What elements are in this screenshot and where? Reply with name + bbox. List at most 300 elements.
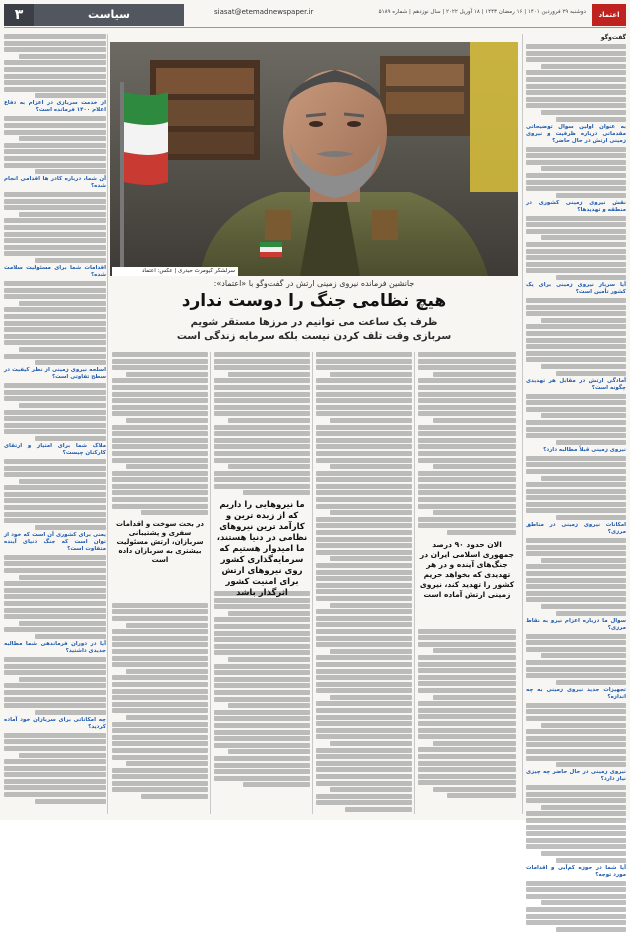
text-line [541, 900, 626, 905]
photo-caption: سرلشکر کیومرث حیدری | عکس: اعتماد [112, 267, 238, 276]
text-line [316, 392, 412, 397]
text-line [126, 761, 208, 766]
text-line [4, 459, 106, 464]
text-line [556, 371, 626, 376]
text-line [112, 471, 208, 476]
text-line [526, 920, 626, 925]
text-line [526, 180, 626, 185]
text-line [214, 690, 310, 695]
text-line [526, 545, 626, 550]
text-line [526, 716, 626, 721]
text-line [433, 372, 516, 377]
text-line [316, 715, 412, 720]
text-line [112, 649, 208, 654]
text-line [526, 825, 626, 830]
text-line [526, 90, 626, 95]
text-line [4, 149, 106, 154]
text-line [112, 787, 208, 792]
text-line [4, 766, 106, 771]
text-line [35, 436, 106, 441]
text-line [4, 334, 106, 339]
text-line [214, 624, 310, 629]
text-line [541, 604, 626, 609]
article-headline: هیچ نظامی جنگ را دوست ندارد [181, 291, 447, 311]
text-line [526, 811, 626, 816]
text-line [214, 604, 310, 609]
text-line [214, 617, 310, 622]
text-line [418, 484, 516, 489]
text-line [526, 660, 626, 665]
text-line [418, 365, 516, 370]
text-line [526, 591, 626, 596]
dateline: دوشنبه ۲۹ فروردین ۱۴۰۱ | ۱۶ رمضان ۱۴۴۳ | ۱۸ آوریل ۲۰۲۲ | سال نوزدهم | شماره ۵۱۸۹ [378, 9, 586, 15]
text-line [214, 664, 310, 669]
text-line [35, 93, 106, 98]
text-line [330, 556, 412, 561]
text-line [316, 458, 412, 463]
text-line [316, 352, 412, 357]
text-line [112, 695, 208, 700]
text-line [316, 701, 412, 706]
text-line [418, 714, 516, 719]
text-line [316, 570, 412, 575]
text-line [4, 396, 106, 401]
text-line [228, 418, 310, 423]
text-line [433, 648, 516, 653]
text-line [433, 464, 516, 469]
text-line [316, 734, 412, 739]
text-line [526, 742, 626, 747]
text-line [4, 466, 106, 471]
text-line [35, 258, 106, 263]
text-line [214, 763, 310, 768]
text-line [214, 411, 310, 416]
text-line [214, 769, 310, 774]
text-line [4, 703, 106, 708]
article-kicker: جانشین فرمانده نیروی زمینی ارتش در گفت‌وگو با «اعتماد»: [213, 279, 415, 288]
text-line [316, 781, 412, 786]
text-line [228, 372, 310, 377]
text-line [541, 476, 626, 481]
text-line [418, 662, 516, 667]
interview-question: ملاک شما برای امتیاز و ارتقای کارکنان چیست؟ [4, 442, 106, 456]
text-line [418, 451, 516, 456]
text-line [541, 723, 626, 728]
section-title: سیاست [34, 4, 184, 26]
text-line [4, 60, 106, 65]
text-line [4, 472, 106, 477]
text-line [4, 80, 106, 85]
text-line [433, 418, 516, 423]
text-line [526, 407, 626, 412]
text-line [19, 54, 106, 59]
interview-question: امکانات نیروی زمینی در مناطق مرزی؟ [526, 522, 626, 536]
text-line [4, 327, 106, 332]
text-line [526, 433, 626, 438]
text-line [4, 588, 106, 593]
text-line [214, 710, 310, 715]
text-line [112, 398, 208, 403]
text-line [526, 173, 626, 178]
text-line [4, 733, 106, 738]
text-line [526, 420, 626, 425]
interview-question: اقدامات شما برای مسئولیت سلامت شده؟ [4, 265, 106, 279]
text-line [4, 116, 106, 121]
text-line [19, 136, 106, 141]
text-line [526, 489, 626, 494]
text-line [4, 683, 106, 688]
text-line [316, 609, 412, 614]
text-line [112, 735, 208, 740]
text-line [4, 218, 106, 223]
text-line [418, 398, 516, 403]
text-line [526, 831, 626, 836]
text-line [418, 385, 516, 390]
text-line [4, 41, 106, 46]
text-line [418, 780, 516, 785]
text-line [526, 756, 626, 761]
interview-question: به عنوان اولین سوال توضیحاتی مقدماتی درباره ظرفیت و نیروی زمینی ارتش در حال حاضر؟ [526, 123, 626, 144]
text-line [4, 601, 106, 606]
body-column [112, 352, 208, 814]
text-line [214, 756, 310, 761]
text-line [418, 352, 516, 357]
text-line [526, 818, 626, 823]
text-line [112, 682, 208, 687]
text-line [4, 307, 106, 312]
text-line [4, 321, 106, 326]
text-line [112, 477, 208, 482]
text-line [526, 736, 626, 741]
text-line [556, 275, 626, 280]
text-line [526, 571, 626, 576]
text-line [316, 490, 412, 495]
text-line [4, 555, 106, 560]
text-line [214, 405, 310, 410]
text-line [556, 927, 626, 932]
text-line [526, 249, 626, 254]
text-line [4, 429, 106, 434]
text-line [316, 550, 412, 555]
text-line [214, 431, 310, 436]
text-line [112, 662, 208, 667]
text-line [330, 649, 412, 654]
left-text-column [4, 34, 106, 814]
text-line [214, 359, 310, 364]
text-line [35, 169, 106, 174]
text-line [418, 359, 516, 364]
text-line [4, 416, 106, 421]
text-line [126, 418, 208, 423]
text-line [112, 603, 208, 608]
text-line [526, 538, 626, 543]
interview-question: آن شما، درباره کادر ها اقدامی انجام شده؟ [4, 176, 106, 190]
text-line [214, 352, 310, 357]
text-line [4, 288, 106, 293]
text-line [526, 338, 626, 343]
text-line [112, 458, 208, 463]
text-line [112, 781, 208, 786]
text-line [214, 392, 310, 397]
text-line [526, 673, 626, 678]
text-line [4, 67, 106, 72]
text-line [4, 779, 106, 784]
text-line [541, 64, 626, 69]
text-line [447, 793, 516, 798]
text-line [112, 497, 208, 502]
text-line [316, 405, 412, 410]
text-line [4, 34, 106, 39]
text-line [526, 881, 626, 886]
text-line [4, 294, 106, 299]
header-divider [4, 27, 626, 28]
text-line [526, 311, 626, 316]
text-line [112, 748, 208, 753]
text-line [526, 729, 626, 734]
text-line [418, 688, 516, 693]
text-line [447, 530, 516, 535]
text-line [126, 372, 208, 377]
text-line [433, 787, 516, 792]
text-line [316, 708, 412, 713]
text-line [316, 359, 412, 364]
text-line [316, 655, 412, 660]
text-line [214, 471, 310, 476]
text-line [316, 675, 412, 680]
text-line [4, 340, 106, 345]
text-line [316, 537, 412, 542]
text-line [418, 635, 516, 640]
text-line [243, 782, 310, 787]
text-line [4, 608, 106, 613]
text-line [214, 736, 310, 741]
text-line [19, 621, 106, 626]
text-line [4, 627, 106, 632]
text-line [112, 378, 208, 383]
text-line [556, 440, 626, 445]
text-line [526, 508, 626, 513]
text-line [316, 471, 412, 476]
text-line [526, 160, 626, 165]
text-line [214, 385, 310, 390]
text-line [214, 683, 310, 688]
text-line [526, 268, 626, 273]
text-line [330, 741, 412, 746]
text-line [214, 670, 310, 675]
text-line [526, 887, 626, 892]
text-line [112, 722, 208, 727]
text-line [541, 364, 626, 369]
text-line [112, 642, 208, 647]
text-line [126, 669, 208, 674]
text-line [316, 576, 412, 581]
text-line [541, 235, 626, 240]
text-line [316, 523, 412, 528]
text-line [4, 123, 106, 128]
text-line [526, 844, 626, 849]
text-line [418, 378, 516, 383]
text-line [526, 703, 626, 708]
text-line [316, 365, 412, 370]
text-line [4, 383, 106, 388]
text-line [35, 710, 106, 715]
text-line [214, 458, 310, 463]
text-line [4, 130, 106, 135]
text-line [243, 490, 310, 495]
text-line [418, 490, 516, 495]
section-email: siasat@etemadnewspaper.ir [214, 8, 314, 16]
text-line [4, 690, 106, 695]
text-line [19, 479, 106, 484]
text-line [541, 558, 626, 563]
text-line [228, 749, 310, 754]
text-line [526, 255, 626, 260]
text-line [526, 502, 626, 507]
text-line [112, 609, 208, 614]
text-line [4, 492, 106, 497]
text-line [112, 444, 208, 449]
text-line [418, 438, 516, 443]
page-header [4, 4, 626, 26]
text-line [316, 748, 412, 753]
text-line [4, 87, 106, 92]
text-line [418, 458, 516, 463]
text-line [316, 721, 412, 726]
text-line [4, 74, 106, 79]
text-line [418, 675, 516, 680]
column-divider [107, 34, 108, 814]
text-line [112, 689, 208, 694]
text-line [316, 378, 412, 383]
text-line [112, 616, 208, 621]
text-line [556, 611, 626, 616]
text-line [316, 563, 412, 568]
text-line [418, 405, 516, 410]
text-line [4, 772, 106, 777]
text-line [556, 762, 626, 767]
text-line [316, 530, 412, 535]
right-text-column [526, 34, 626, 878]
text-line [4, 581, 106, 586]
text-line [541, 413, 626, 418]
text-line [19, 753, 106, 758]
text-line [418, 471, 516, 476]
text-line [214, 425, 310, 430]
column-divider [312, 352, 313, 814]
column-divider [414, 352, 415, 814]
text-line [330, 695, 412, 700]
text-line [112, 385, 208, 390]
text-line [4, 281, 106, 286]
text-line [526, 785, 626, 790]
text-line [526, 70, 626, 75]
text-line [526, 44, 626, 49]
text-line [541, 110, 626, 115]
article-photo [110, 42, 518, 276]
interview-question: آیا سرباز نیروی زمینی برای یک کشور تأمین است؟ [526, 282, 626, 296]
text-line [526, 351, 626, 356]
text-line [418, 728, 516, 733]
interview-question: چه امکاناتی برای سربازان خود آماده کردید؟ [4, 716, 106, 730]
interview-question: اسلحه نیروی زمینی از نظر کیفیت در سطح تفاوتی است؟ [4, 367, 106, 381]
text-line [4, 561, 106, 566]
text-line [19, 575, 106, 580]
text-line [526, 298, 626, 303]
text-line [526, 331, 626, 336]
text-line [526, 640, 626, 645]
interview-question: نیروی زمینی قبلاً مطالبه دارد؟ [543, 446, 626, 453]
text-line [541, 318, 626, 323]
text-line [112, 425, 208, 430]
text-line [4, 225, 106, 230]
text-line [316, 728, 412, 733]
text-line [526, 305, 626, 310]
text-line [526, 709, 626, 714]
text-line [4, 739, 106, 744]
text-line [316, 642, 412, 647]
text-line [526, 647, 626, 652]
text-line [4, 232, 106, 237]
text-line [19, 301, 106, 306]
text-line [526, 427, 626, 432]
text-line [228, 703, 310, 708]
text-line [316, 385, 412, 390]
text-line [526, 147, 626, 152]
text-line [526, 798, 626, 803]
text-line [556, 680, 626, 685]
text-line [526, 77, 626, 82]
text-line [526, 84, 626, 89]
interview-question: آمادگی ارتش در مقابل هر تهدیدی چگونه است؟ [526, 377, 626, 391]
text-line [526, 186, 626, 191]
text-line [214, 743, 310, 748]
interview-question: تجهیزات جدید نیروی زمینی به چه اندازه؟ [526, 686, 626, 700]
text-line [330, 787, 412, 792]
text-line [418, 721, 516, 726]
text-line [556, 117, 626, 122]
text-line [316, 398, 412, 403]
column-label: گفت‌وگو [600, 34, 626, 41]
text-line [35, 799, 106, 804]
text-line [526, 914, 626, 919]
text-line [4, 759, 106, 764]
text-line [214, 776, 310, 781]
text-line [526, 97, 626, 102]
text-line [4, 354, 106, 359]
interview-question: نیروی زمینی در حال حاضر چه چیزی نیاز دارد؟ [526, 769, 626, 783]
text-line [316, 629, 412, 634]
text-line [4, 47, 106, 52]
text-line [214, 716, 310, 721]
text-line [526, 153, 626, 158]
text-line [35, 360, 106, 365]
text-line [418, 767, 516, 772]
text-line [418, 523, 516, 528]
text-line [4, 518, 106, 523]
text-line [316, 767, 412, 772]
text-line [433, 695, 516, 700]
text-line [526, 222, 626, 227]
text-line [214, 484, 310, 489]
text-line [418, 517, 516, 522]
text-line [526, 469, 626, 474]
text-line [345, 807, 412, 812]
column-divider [522, 34, 523, 814]
text-line [526, 400, 626, 405]
text-line [126, 715, 208, 720]
text-line [526, 394, 626, 399]
text-line [316, 431, 412, 436]
